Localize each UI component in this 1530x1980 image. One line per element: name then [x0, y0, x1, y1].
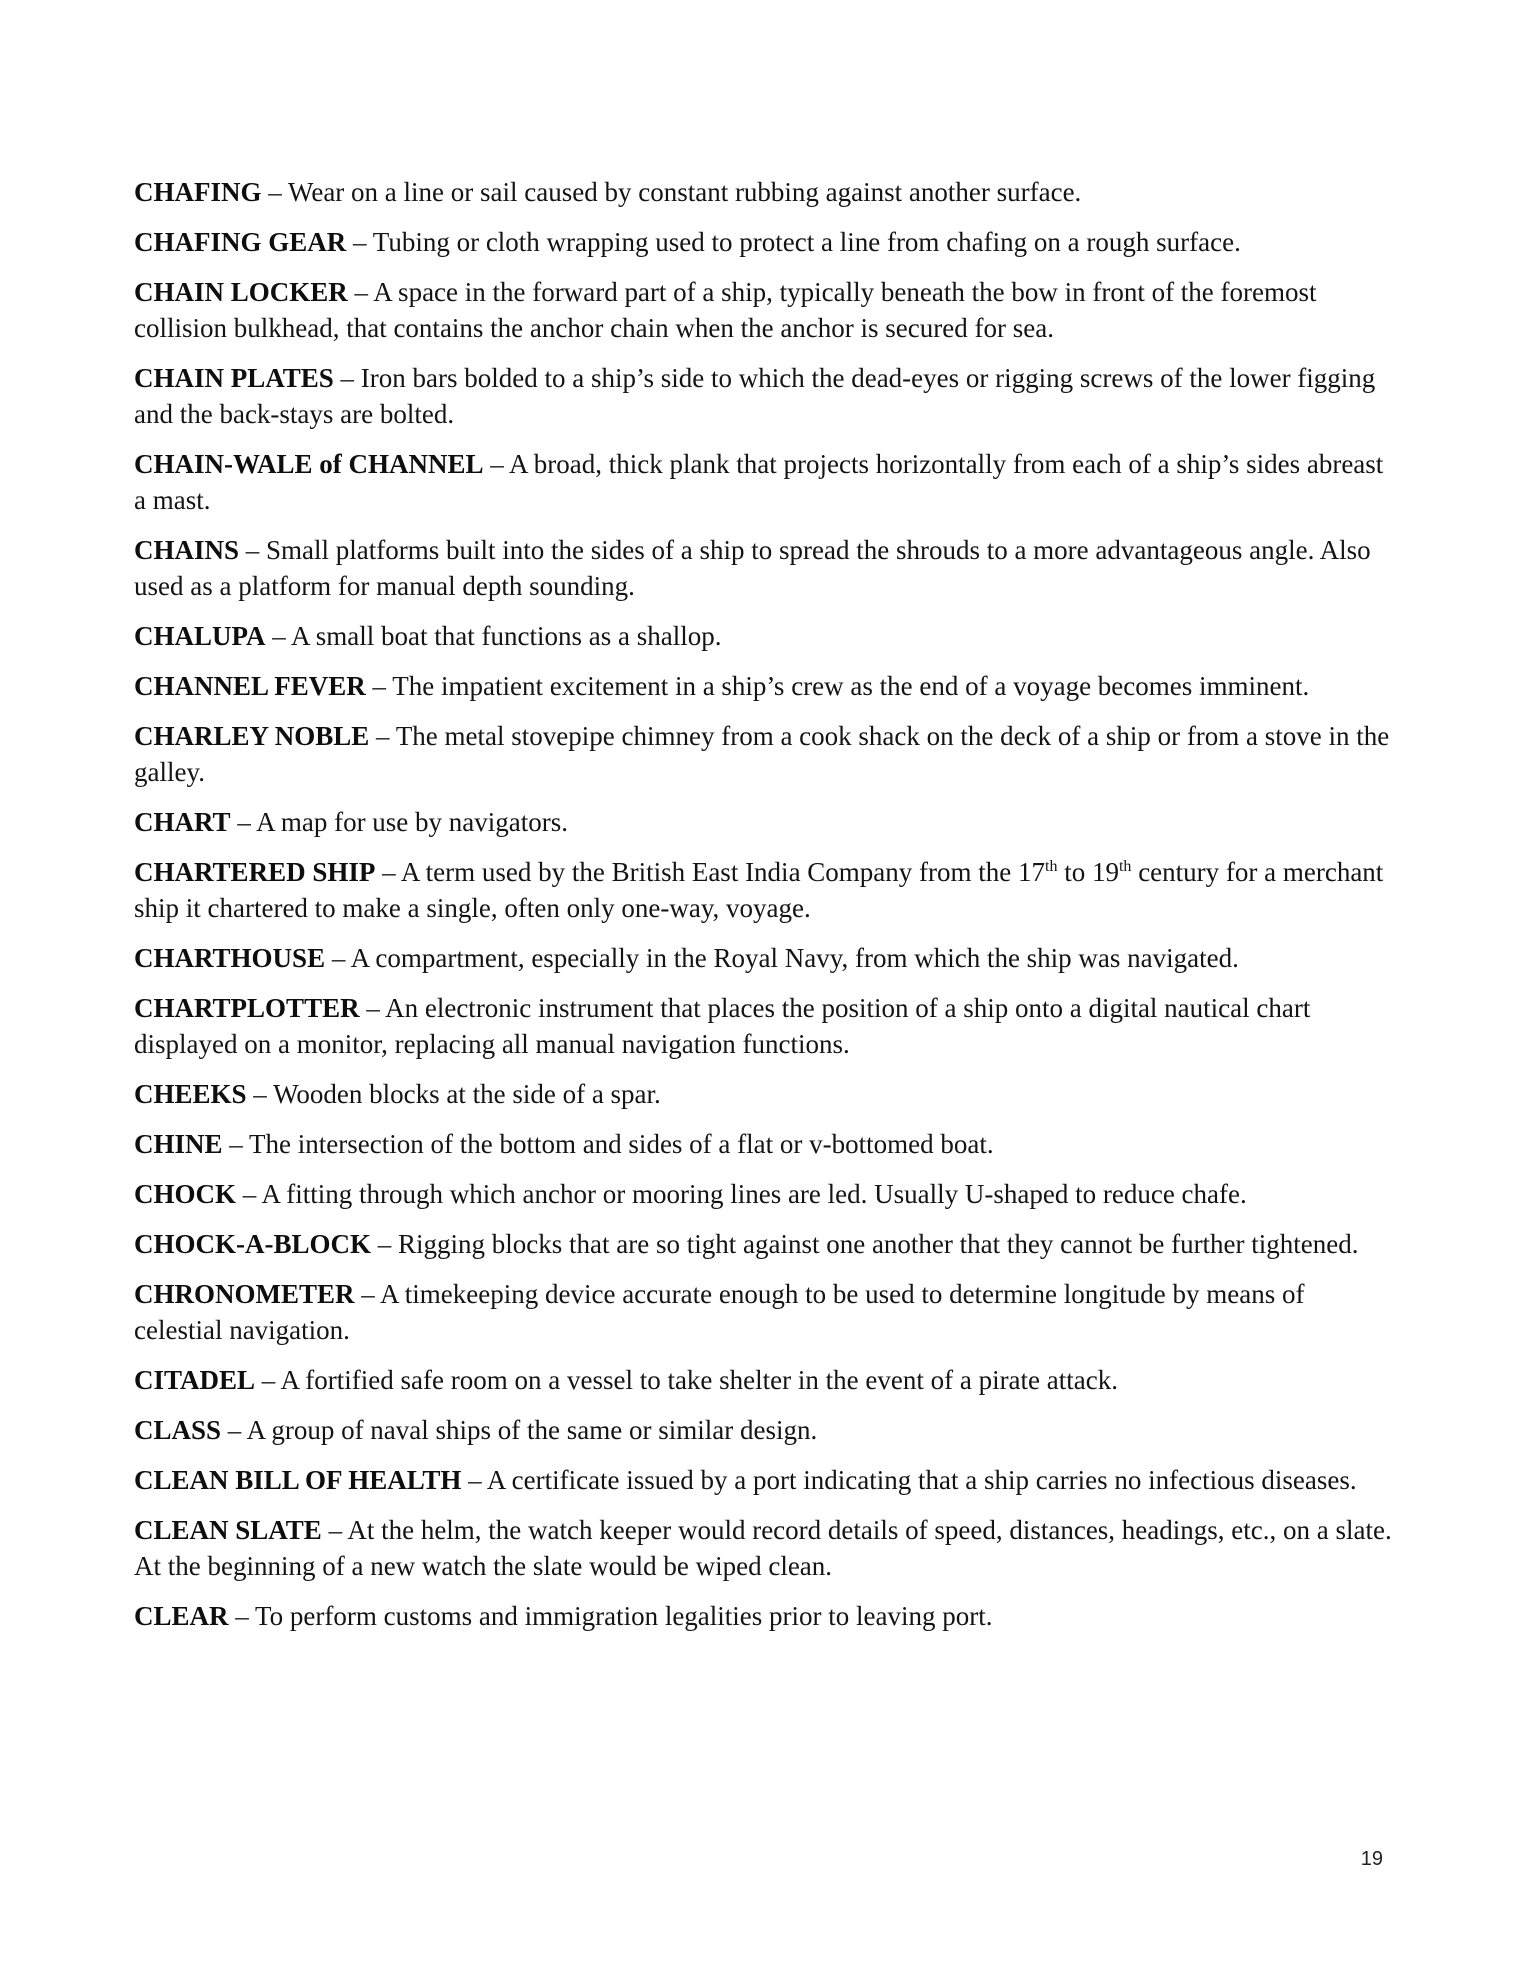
glossary-entry-chalupa — [134, 618, 1396, 654]
dash: – — [255, 1365, 281, 1395]
glossary-term: CHAFING — [134, 177, 262, 207]
glossary-term: CLEAR — [134, 1601, 229, 1631]
glossary-definition: The intersection of the bottom and sides of a flat or v-bottomed boat. — [249, 1129, 994, 1159]
glossary-entry-class — [134, 1412, 1396, 1448]
glossary-list — [134, 174, 1396, 1648]
glossary-entry-chain-locker — [134, 274, 1396, 346]
glossary-term: CHOCK-A-BLOCK — [134, 1229, 372, 1259]
glossary-term: CHRONOMETER — [134, 1279, 355, 1309]
dash: – — [483, 449, 510, 479]
glossary-term: CLEAN SLATE — [134, 1515, 322, 1545]
glossary-entry-chain-plates — [134, 360, 1396, 432]
glossary-definition: A fitting through which anchor or mooring lines are led. Usually U-shaped to reduce chafe. — [261, 1179, 1247, 1209]
glossary-entry-charley-noble — [134, 718, 1396, 790]
dash: – — [261, 177, 289, 207]
glossary-definition: A group of naval ships of the same or similar design. — [246, 1415, 818, 1445]
dash: – — [221, 1415, 247, 1445]
dash: – — [228, 1601, 256, 1631]
dash: – — [347, 277, 374, 307]
glossary-term: CHANNEL FEVER — [134, 671, 366, 701]
glossary-definition: Wooden blocks at the side of a spar. — [273, 1079, 661, 1109]
glossary-term: CHART — [134, 807, 231, 837]
glossary-entry-charthouse — [134, 940, 1396, 976]
glossary-definition: The impatient excitement in a ship’s crew as the end of a voyage becomes imminent. — [392, 671, 1310, 701]
glossary-entry-chartplotter — [134, 990, 1396, 1062]
glossary-term: CHAIN LOCKER — [134, 277, 348, 307]
glossary-definition: At the helm, the watch keeper would record details of speed, distances, headings, etc., on a slate. At the beginning of a new watch the slate would be wiped clean. — [134, 1515, 1392, 1581]
dash: – — [325, 943, 351, 973]
ordinal-superscript: th — [1045, 858, 1058, 875]
glossary-definition: A space in the forward part of a ship, typically beneath the bow in front of the foremost collision bulkhead, that contains the anchor chain when the anchor is secured for sea. — [134, 277, 1317, 343]
glossary-term: CHOCK — [134, 1179, 237, 1209]
dash: – — [375, 857, 401, 887]
dash: – — [333, 363, 361, 393]
dash: – — [236, 1179, 262, 1209]
glossary-definition: Wear on a line or sail caused by constant rubbing against another surface. — [288, 177, 1082, 207]
definition-text: to 19 — [1057, 857, 1119, 887]
glossary-definition: Rigging blocks that are so tight against one another that they cannot be further tightened. — [398, 1229, 1359, 1259]
glossary-term: CHAIN-WALE of CHANNEL — [134, 449, 484, 479]
glossary-term: CLASS — [134, 1415, 222, 1445]
dash: – — [346, 227, 373, 257]
dash: – — [222, 1129, 250, 1159]
dash: – — [371, 1229, 399, 1259]
glossary-entry-channel-fever — [134, 668, 1396, 704]
dash: – — [461, 1465, 487, 1495]
glossary-definition: A compartment, especially in the Royal Navy, from which the ship was navigated. — [350, 943, 1239, 973]
dash: – — [369, 721, 396, 751]
dash: – — [230, 807, 257, 837]
dash: – — [359, 993, 386, 1023]
glossary-entry-chine — [134, 1126, 1396, 1162]
dash: – — [365, 671, 393, 701]
glossary-term: CHAINS — [134, 535, 240, 565]
glossary-term: CHAIN PLATES — [134, 363, 334, 393]
glossary-entry-chock — [134, 1176, 1396, 1212]
glossary-definition: A map for use by navigators. — [256, 807, 569, 837]
glossary-term: CHARLEY NOBLE — [134, 721, 370, 751]
glossary-term: CHALUPA — [134, 621, 266, 651]
glossary-entry-chronometer — [134, 1276, 1396, 1348]
glossary-definition: Iron bars bolded to a ship’s side to which the dead-eyes or rigging screws of the lower figging and the back-stays are bolted. — [134, 363, 1376, 429]
glossary-term: CHEEKS — [134, 1079, 247, 1109]
glossary-term: CHARTPLOTTER — [134, 993, 360, 1023]
dash: – — [354, 1279, 381, 1309]
glossary-entry-chafing — [134, 174, 1396, 210]
ordinal-superscript: th — [1118, 858, 1132, 875]
glossary-term: CITADEL — [134, 1365, 256, 1395]
dash: – — [246, 1079, 274, 1109]
glossary-term: CHARTERED SHIP — [134, 857, 376, 887]
glossary-definition: An electronic instrument that places the position of a ship onto a digital nautical chart displayed on a monitor, replacing all manual navigation functions. — [134, 993, 1311, 1059]
glossary-term: CLEAN BILL OF HEALTH — [134, 1465, 462, 1495]
glossary-definition: A fortified safe room on a vessel to take shelter in the event of a pirate attack. — [280, 1365, 1118, 1395]
glossary-entry-clean-bill-of-health — [134, 1462, 1396, 1498]
glossary-term: CHARTHOUSE — [134, 943, 326, 973]
glossary-entry-clear — [134, 1598, 1396, 1634]
glossary-entry-citadel — [134, 1362, 1396, 1398]
glossary-entry-chafing-gear — [134, 224, 1396, 260]
glossary-definition: A certificate issued by a port indicating that a ship carries no infectious diseases. — [486, 1465, 1357, 1495]
glossary-term: CHINE — [134, 1129, 223, 1159]
glossary-entry-chartered-ship — [134, 854, 1396, 926]
dash: – — [239, 535, 267, 565]
glossary-definition: Small platforms built into the sides of a ship to spread the shrouds to a more advantageous angle. Also used as a platform for manual depth sounding. — [134, 535, 1371, 601]
glossary-definition: A timekeeping device accurate enough to be used to determine longitude by means of celestial navigation. — [134, 1279, 1305, 1345]
glossary-definition: A small boat that functions as a shallop. — [291, 621, 722, 651]
glossary-entry-chart — [134, 804, 1396, 840]
glossary-definition: To perform customs and immigration legalities prior to leaving port. — [255, 1601, 993, 1631]
glossary-entry-cheeks — [134, 1076, 1396, 1112]
dash: – — [321, 1515, 348, 1545]
glossary-term: CHAFING GEAR — [134, 227, 347, 257]
dash: – — [265, 621, 292, 651]
page-number: 19 — [1360, 1848, 1383, 1870]
glossary-definition: A broad, thick plank that projects horizontally from each of a ship’s sides abreast a mast. — [134, 449, 1384, 515]
definition-text: century for a merchant ship it chartered to make a single, often only one-way, voyage. — [134, 857, 1384, 923]
glossary-definition: The metal stovepipe chimney from a cook shack on the deck of a ship or from a stove in the galley. — [134, 721, 1390, 787]
glossary-entry-chain-wale — [134, 446, 1396, 518]
glossary-entry-chock-a-block — [134, 1226, 1396, 1262]
glossary-entry-chains — [134, 532, 1396, 604]
definition-text: A term used by the British East India Company from the 17 — [400, 857, 1046, 887]
glossary-definition: Tubing or cloth wrapping used to protect a line from chafing on a rough surface. — [372, 227, 1241, 257]
glossary-entry-clean-slate — [134, 1512, 1396, 1584]
